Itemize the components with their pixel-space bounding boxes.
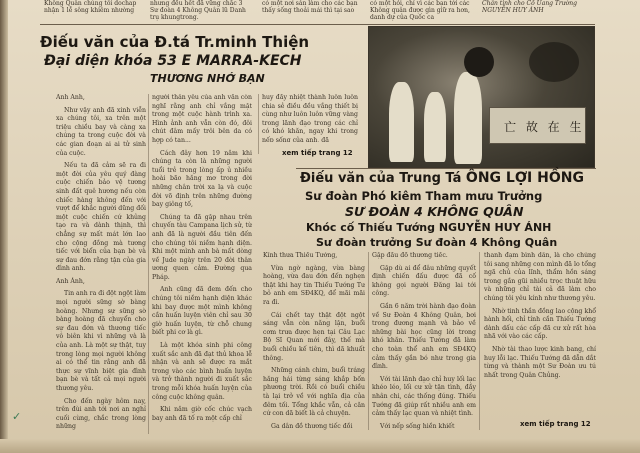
top-strip-col-1: Không Quân chúng tôi dochap nhận 1 lễ sông khiêm nhường [44,0,137,14]
article2-line2: Sư đoàn Phó kiêm Tham mưu Trưởng [305,189,543,203]
top-strip-col-3: có một nơi sản làm cho các bạn thấy sống thoải mái thì tại sao [262,0,358,14]
top-divider [40,24,595,25]
article2-title-prefix: Điếu văn của Trung Tá [300,171,462,186]
paragraph: Anh Ánh, [56,94,85,101]
paragraph: Như vậy anh đã xinh viễn xa chúng tôi, xa trên một triệu chiều bay và càng xa chúng ta trong cuộc đời và các gian đoạn ai ai tử sinh của cuộc. [56,106,146,157]
paragraph: thanh đạm bình dân, là cho chúng tôi sang những con mình đã lo tổng ngã chủ của lĩnh, thẩm hồn sáng trong gần gũi nhiều trọc thuật hữu và những chỉ tài cả đã làm cho chúng tôi yêu kính như thương yêu. [484,252,596,302]
photo-banner [489,107,586,144]
article2-line4: Khóc cố Thiếu Tướng NGUYỄN HUY ÁNH [306,221,552,234]
page-bottom-shadow [0,439,640,453]
column-divider [368,252,369,430]
check-mark-icon: ✓ [12,410,22,423]
top-strip-col-5: Chân tình cho Cố Uang Trường NGUYỄN HUY ÁNH [482,0,577,14]
article2-line3: SƯ ĐOÀN 4 KHÔNG QUÂN [345,204,524,219]
paragraph: Khi năm giờ cốc chúc vạch bay anh đã tố ra một cấp chỉ [152,406,252,422]
see-more-link-1[interactable]: xem tiếp trang 12 [282,149,353,157]
paragraph: Ga dân đồ thương tiếc đồi [271,422,353,430]
photo-figure [424,92,446,162]
article2-column-3 [484,252,596,416]
paragraph: huy đầy nhiệt thành luôn luôn chia sẻ điều đều vắng thiết bị cùng như luôn luôn vững vàng trong lãnh đạo trong các chỉ có khó khăn, ngay khi trong nếp sống của anh, đã [262,94,358,142]
paragraph: Anh cũng đã đem đến cho chúng tôi niềm hạnh diện khác khi bay được một mình không cần huấn luyện viên chỉ sau 30 giờ huấn luyện, từ chỗ chung biết phi cơ là gì. [152,286,252,337]
top-strip-col-2: nhưng đều hết đã vững chẵc 3 Sư đoàn 4 Không Quân lũ Danh trụ khungtrong. [150,0,246,21]
paragraph: Những cánh chim, buổi tráng hăng hái từng sáng khắp bốn phương trời. Rồi có buổi chiều tà lại trở về với nghĩa địa của đêm tối. Tổng khắc vẫn, cả căn cứ con dã biết là cả chuyện. [263,367,365,418]
photo-banner-text: 亡 故 在 生 [504,120,585,134]
paragraph: Gặp dù ai để đâu những quyết định chiến đấu được đã cố không gọi người Đăng lai tới công. [372,264,476,298]
photo-shadow [464,47,494,77]
article1-title: Điếu văn của Đ.tá Tr.minh Thiện [40,33,310,51]
article1-subtitle: Đại diện khóa 53 E MARRA-KECH [44,53,302,69]
paragraph: Nếu ta đã cảm sẽ ra đi một đời của yêu quý đàng cuộc chiến bảo vệ tương sinh đất quê hương nếu còn chiếc hàng không đến với vượt để khắc người dũng đối một cuộc chiến cứ khủng tạo ra và dành thịnh, thì chẳng sự mất mát lớn lao cho cộng đồng mà tương tiếc với biển của bạn bè và sự đau đớn rằng tận của gia đình anh. [56,162,146,273]
paragraph: Với tài lãnh đạo chỉ huy lối lạc khéo léo, lối cư xử tận tình, đầy nhân chi, các thống đúng. Thiếu Tướng đã giúp rất nhiều anh em cảm thấy lạc quan và nhiệt tình. [372,375,476,418]
paragraph: Gặp đầu đồ thương tiếc. [372,252,448,259]
column-divider [258,94,259,154]
article2-title-name: ÔNG LỢI HỒNG [465,170,584,186]
paragraph: người thân yêu của anh vẫn còn nghĩ rằng anh chỉ vắng mặt trong một cuộc hành trình xa. Hình ảnh anh vẫn còn đó, đôi chút đâm mấy trôi bên da có hợp có tan... [152,94,252,144]
article1-kicker: THƯƠNG NHỚ BẠN [150,72,265,85]
article2-title [300,171,620,186]
paragraph: Cái chết tay thật đột ngột sáng vẫn còn năng lặn, buổi cơm trưa được hẹn tại Câu Lạc Bộ Sĩ Quan mới đây, thế mà buổi chiều kế tiên, thì dã khuất thông. [263,311,365,362]
article2-column-2 [372,252,476,432]
paragraph: Tin anh ra đi đột ngột làm mọi người sững sờ bàng hoàng. Nhưng sự sững sờ bàng hoàng đã chuyển cho sự đau đớn và thương tiếc vô biên khi vì những và là của anh. Là một sự thật, tuy trong lòng mọi người không ai có thể tin rằng anh đã thực sự vĩnh biệt gia đình bạn bè và tất cả mọi người thương yêu. [56,290,146,392]
paragraph: Cho đến ngày hôm nay, trên đùi anh tới nơi an nghỉ cuối cùng, chắc trong lòng những [56,397,146,431]
photo-figure [389,82,414,162]
paragraph: Với nếp sống hiền khiết [380,422,455,430]
paragraph: Cách đây hơn 19 năm khi chúng ta còn là những người tuổi trẻ trong lòng ấp ủ nhiều hoài bão hăng mơ trong đời những chân trời xa lạ và cuộc đời võ định trên những đường bay giông tố, [152,149,252,209]
paragraph: Nhờ tinh thần đồng lao cộng khổ hành hối, chỉ tính cần Thiếu Tướng dành dấu các cấp đã cư xử rất hòa nhã với vào các cấp. [484,307,596,341]
article2-column-1 [263,252,365,432]
article2-top-rule [296,168,596,169]
column-divider [479,252,480,430]
photo-shadow [529,42,579,82]
page-edge-shadow [0,0,8,453]
article1-column-2 [152,94,252,439]
paragraph: Kính thưa Thiếu Tướng, [263,252,338,259]
funeral-photo [368,26,595,168]
photo-figure [454,72,482,164]
see-more-link-2[interactable]: xem tiếp trang 12 [520,420,591,428]
article1-column-1 [56,94,146,434]
paragraph: Nhờ tài thao lược kinh bang, chí huy lỗi lạc. Thiếu Tướng đã dẫn dắt từng và thành một Sư Đoàn ưu tú nhất trong Quân Chủng. [484,345,596,379]
paragraph: Anh Ánh, [56,277,85,285]
column-divider [148,94,149,434]
paragraph: Chúng ta đã gặp nhau trên chuyến tàu Campana lịch sử, từ anh đã là người đầu tiên đến cho chúng tôi niềm hạnh diện. Khi một mình anh bà mất dòng về Jude ngày trên 20 đời thân ương quen cảm. Đường qua Pháp. [152,213,252,281]
paragraph: Vừa ngờ ngàng, vừa bàng hoàng, vừa đau đớn đến nghẹn thật khi hay tin Thiếu Tướng Tư bỏ anh em SĐ4KQ, để mãi mãi ra đi. [263,264,365,306]
paragraph: Gần 6 năm trời hành đạo đoàn về Sư Đoàn 4 Không Quân, bơi trong đương mạnh và bảo về những bài học cũng lời trong khó khăn. Thiếu Tướng đã làm cho toàn thể anh em SĐ4KQ cảm thấy gắn bó như trong gia đình. [372,302,476,371]
article1-column-3 [262,94,358,142]
top-strip-col-4: có một hỏi, chỉ vì các bạn tới các Không quân được gìn giữ ra hơn, danh dự của Quốc ca [370,0,470,21]
paragraph: Là một khóa sinh phi công xuất sắc anh đã đạt thủ khoa lễ nhận và anh sẽ được ra mắt trong vào các bình huấn luyện và trở thành người đi xuất sắc trong mỗi khóa huấn luyện của công cuộc không quân. [152,342,252,401]
article2-line5: Sư đoàn trưởng Sư đoàn 4 Không Quân [316,236,558,249]
